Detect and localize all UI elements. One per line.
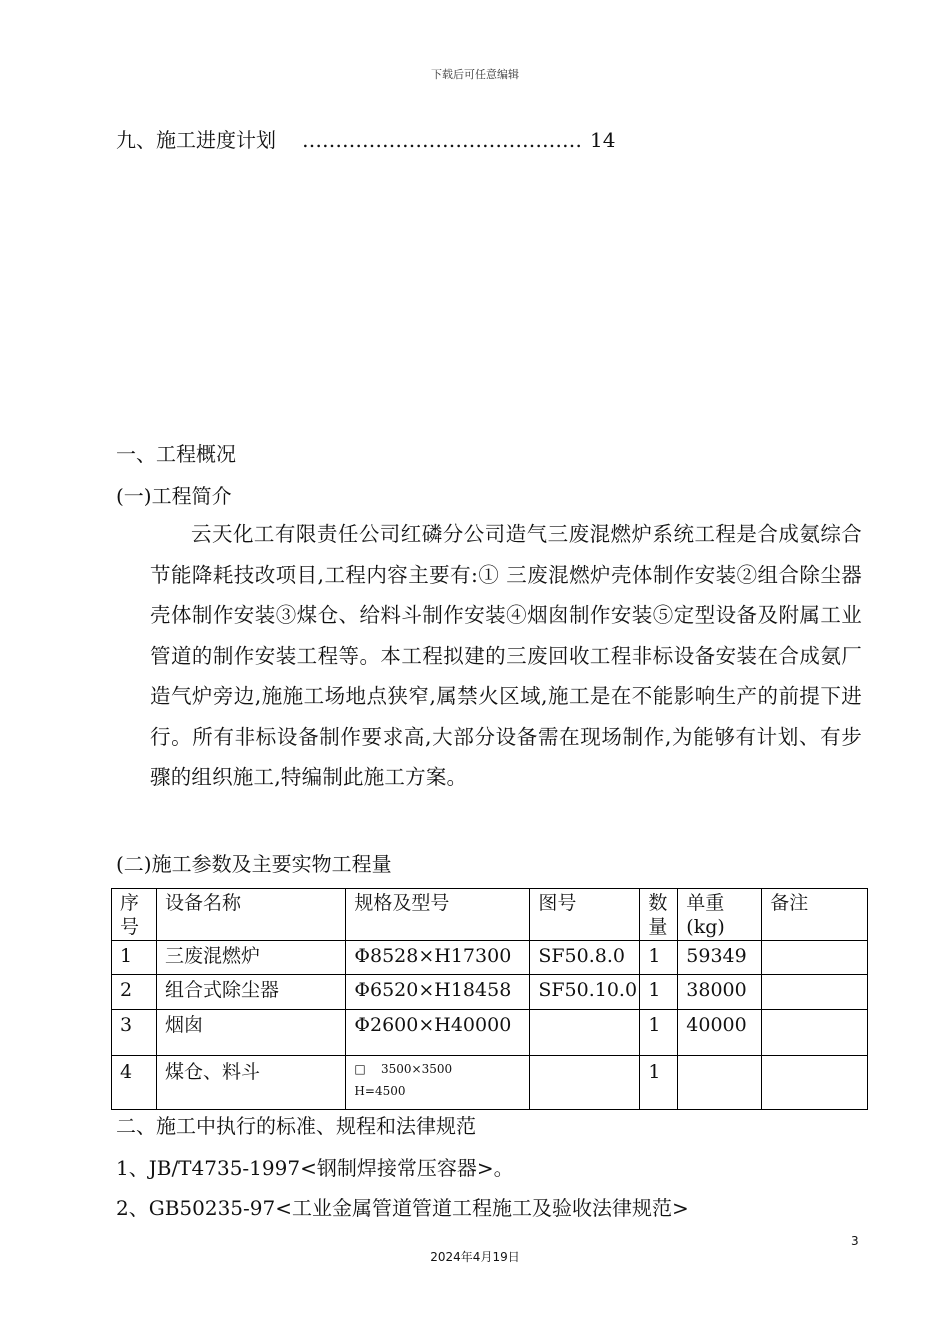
cell-drawing: SF50.10.0 (530, 975, 640, 1010)
subsection-title-params: (二)施工参数及主要实物工程量 (116, 852, 392, 876)
section-title-standards: 二、施工中执行的标准、规程和法律规范 (116, 1114, 476, 1138)
cell-remark (762, 941, 868, 975)
header-note: 下载后可任意编辑 (431, 68, 519, 81)
cell-weight: 59349 (678, 941, 762, 975)
cell-spec: Φ2600×H40000 (346, 1010, 530, 1056)
header-weight: 单重(kg) (678, 889, 762, 941)
header-name: 设备名称 (156, 889, 345, 941)
footer-date: 2024年4月19日 (430, 1250, 520, 1264)
cell-drawing (530, 1056, 640, 1110)
cell-name: 烟囱 (156, 1010, 345, 1056)
cell-drawing: SF50.8.0 (530, 941, 640, 975)
cell-name: 组合式除尘器 (156, 975, 345, 1010)
page-number: 3 (851, 1234, 859, 1248)
cell-weight: 40000 (678, 1010, 762, 1056)
equipment-table (111, 888, 868, 1110)
cell-remark (762, 1056, 868, 1110)
cell-spec-line1: □ 3500×3500 (354, 1062, 453, 1076)
cell-seq: 3 (112, 1010, 157, 1056)
toc-leader-dots: …………………………………… (302, 128, 582, 152)
cell-spec-line2: H=4500 (354, 1084, 406, 1098)
cell-spec: Φ8528×H17300 (346, 941, 530, 975)
table-row (112, 1010, 868, 1056)
toc-label: 九、施工进度计划 (116, 128, 276, 152)
toc-entry[interactable] (116, 124, 615, 153)
cell-spec (346, 1056, 530, 1110)
header-spec: 规格及型号 (346, 889, 530, 941)
table-row (112, 941, 868, 975)
subsection-title-intro: (一)工程简介 (116, 484, 232, 508)
project-intro-paragraph: 云天化工有限责任公司红磷分公司造气三废混燃炉系统工程是合成氨综合节能降耗技改项目,工程内容主要有:① 三废混燃炉壳体制作安装②组合除尘器壳体制作安装③煤仓、给料斗制作安装④烟囱制作安装⑤定型设备及附属工业管道的制作安装工程等。本工程拟建的三废回收工程非标设备安装在合成氨厂造气炉旁边,施施工场地点狭窄,属禁火区域,施工是在不能影响生产的前提下进行。所有非标设备制作要求高,大部分设备需在现场制作,为能够有计划、有步骤的组织施工,特编制此施工方案。 (150, 522, 862, 789)
cell-weight: 38000 (678, 975, 762, 1010)
cell-weight (678, 1056, 762, 1110)
section-title-overview: 一、工程概况 (116, 442, 236, 466)
standard-item: 2、GB50235-97<工业金属管道管道工程施工及验收法律规范> (116, 1196, 689, 1220)
table-header-row (112, 889, 868, 941)
cell-qty: 1 (640, 941, 678, 975)
table-row (112, 1056, 868, 1110)
cell-seq: 4 (112, 1056, 157, 1110)
cell-name: 煤仓、料斗 (156, 1056, 345, 1110)
standard-item: 1、JB/T4735-1997<钢制焊接常压容器>。 (116, 1156, 514, 1180)
cell-name: 三废混燃炉 (156, 941, 345, 975)
header-drawing: 图号 (530, 889, 640, 941)
cell-qty: 1 (640, 1056, 678, 1110)
cell-qty: 1 (640, 975, 678, 1010)
table-row (112, 975, 868, 1010)
header-remark: 备注 (762, 889, 868, 941)
cell-seq: 2 (112, 975, 157, 1010)
header-qty: 数量 (640, 889, 678, 941)
cell-remark (762, 975, 868, 1010)
cell-qty: 1 (640, 1010, 678, 1056)
cell-seq: 1 (112, 941, 157, 975)
toc-page-number: 14 (590, 128, 616, 152)
header-seq: 序号 (112, 889, 157, 941)
cell-drawing (530, 1010, 640, 1056)
cell-spec: Φ6520×H18458 (346, 975, 530, 1010)
cell-remark (762, 1010, 868, 1056)
